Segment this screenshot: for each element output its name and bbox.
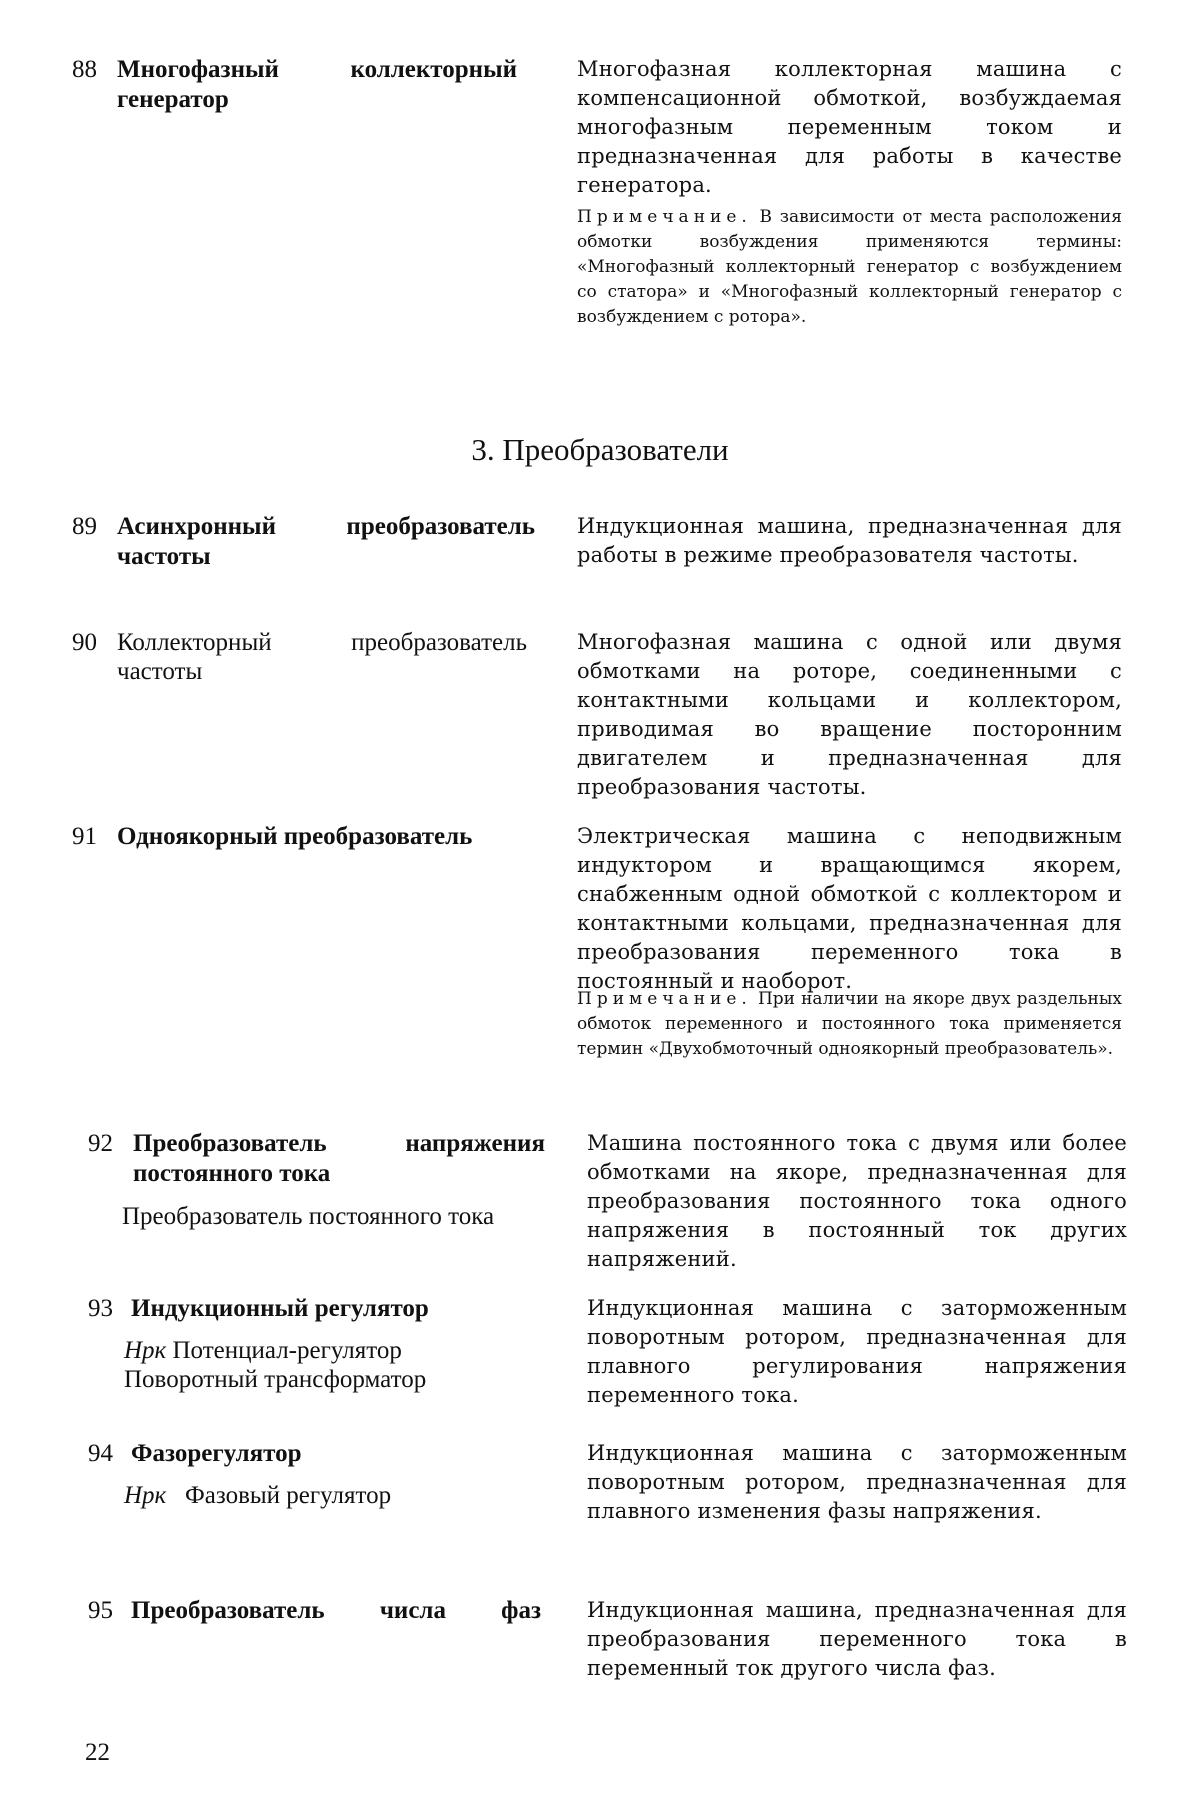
nrk-label: Нрк	[124, 1337, 166, 1364]
entry-number: 89	[72, 512, 97, 542]
entry-number: 94	[88, 1439, 113, 1469]
page-number: 22	[85, 1738, 110, 1768]
term: Преобразователь напряжения постоянного тока	[133, 1129, 545, 1189]
note	[577, 987, 1122, 1062]
entry-number: 90	[72, 628, 97, 658]
note-text: В зависимости от места расположения обмотки возбуждения применяются термины: «Многофазный коллекторный генератор с возбуждением со статора» и «Многофазный коллекторный генератор с возбуждением с ротора».	[577, 207, 1122, 327]
term: Индукционный регулятор	[131, 1294, 531, 1324]
note	[577, 205, 1122, 330]
term: Преобразователь числа фаз	[131, 1596, 541, 1626]
definition: Индукционная машина, предназначенная для работы в режиме преобразователя частоты.	[577, 512, 1122, 570]
section-title: 3. Преобразователи	[0, 432, 1200, 468]
nrk-term: Фазовый регулятор	[185, 1482, 391, 1509]
note-label: Примечание.	[577, 989, 752, 1009]
entry-number: 95	[88, 1596, 113, 1626]
term: Многофазный коллекторный генератор	[117, 55, 517, 115]
nonrecommended-terms	[124, 1481, 544, 1510]
nonrecommended-term	[124, 1336, 544, 1365]
entry-number: 88	[72, 55, 97, 85]
nonrecommended-term: Поворотный трансформатор	[124, 1365, 544, 1394]
nrk-label: Нрк	[124, 1482, 166, 1509]
definition: Индукционная машина, предназначенная для преобразования переменного тока в переменный ток другого числа фаз.	[587, 1596, 1127, 1683]
synonym: Преобразователь постоянного тока	[122, 1202, 522, 1231]
entry-number: 91	[72, 822, 97, 852]
definition: Электрическая машина с неподвижным индуктором и вращающимся якорем, снабженным одной обмоткой с коллектором и контактными кольцами, предназначенная для преобразования переменного тока в постоянный и наоборот.	[577, 822, 1122, 996]
term: Коллекторный преобразователь частоты	[117, 628, 527, 686]
document-page	[0, 0, 1200, 1819]
definition: Индукционная машина с заторможенным поворотным ротором, предназначенная для плавного регулирования напряжения переменного тока.	[587, 1294, 1127, 1410]
entry-number: 92	[88, 1129, 113, 1159]
note-text: При наличии на якоре двух раздельных обмоток переменного и постоянного тока применяется термин «Двухобмоточный одноякорный преобразователь».	[577, 989, 1122, 1059]
term: Асинхронный преобразователь частоты	[117, 512, 535, 572]
note-label: Примечание.	[577, 207, 752, 227]
term: Фазорегулятор	[131, 1439, 531, 1469]
term: Одноякорный преобразователь	[117, 822, 547, 852]
definition: Многофазная машина с одной или двумя обмотками на роторе, соединенными с контактными кольцами и коллектором, приводимая во вращение посторонним двигателем и предназначенная для преобразования частоты.	[577, 628, 1122, 802]
definition: Машина постоянного тока с двумя или более обмотками на якоре, предназначенная для преобразования постоянного тока одного напряжения в постоянный ток других напряжений.	[587, 1129, 1127, 1274]
entry-number: 93	[88, 1294, 113, 1324]
definition: Индукционная машина с заторможенным поворотным ротором, предназначенная для плавного изменения фазы напряжения.	[587, 1439, 1127, 1526]
nonrecommended-terms	[124, 1336, 544, 1394]
definition: Многофазная коллекторная машина с компенсационной обмоткой, возбуждаемая многофазным переменным током и предназначенная для работы в качестве генератора.	[577, 55, 1122, 200]
nrk-term: Потенциал-регулятор	[173, 1337, 402, 1364]
